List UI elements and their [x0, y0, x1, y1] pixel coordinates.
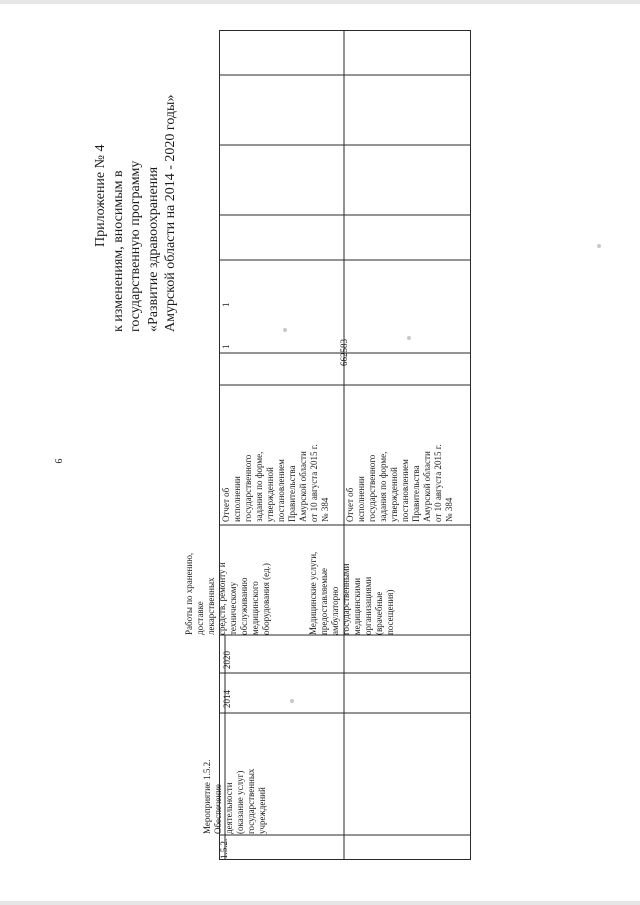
report-2-line-1: Отчет об	[345, 487, 355, 522]
service-1-line-2: доставке	[195, 601, 205, 635]
service-2-line-3: амбулаторно	[330, 586, 340, 635]
value-2a-cell	[339, 326, 351, 366]
measure-line-1: Мероприятие 1.5.2.	[202, 759, 212, 834]
appendix-line-5: Амурской области на 2014 - 2020 годы»	[163, 94, 179, 332]
report-1-line-4: задания по форме,	[254, 451, 264, 522]
report-2-line-8: Амурской области	[422, 451, 432, 522]
year-start-text: 2014	[222, 690, 232, 708]
report-1-cell	[221, 392, 335, 522]
scan-edge-top	[0, 0, 640, 4]
scan-speck	[283, 328, 287, 332]
report-2-line-6: постановлением	[400, 459, 410, 522]
measure-line-3: деятельности	[224, 782, 234, 834]
measure-line-4: (оказание услуг)	[235, 770, 245, 834]
report-1-line-6: постановлением	[276, 459, 286, 522]
program-table	[184, 30, 471, 860]
report-2-line-4: задания по форме,	[378, 451, 388, 522]
scan-speck	[597, 244, 601, 248]
service-2-cell	[308, 525, 400, 635]
report-2-line-2: исполнении	[356, 476, 366, 522]
service-1-line-4: средств, ремонту и	[217, 562, 227, 635]
appendix-line-1: Приложение № 4	[93, 144, 108, 247]
value-1a-text: 1	[221, 344, 231, 349]
service-1-line-1: Работы по хранению,	[184, 552, 194, 635]
service-1-line-7: медицинского	[250, 581, 260, 635]
report-1-line-2: исполнении	[232, 476, 242, 522]
page-number: 9	[52, 458, 63, 464]
scan-edge-bottom	[0, 901, 640, 905]
report-1-line-9: от 10 августа 2015 г.	[309, 444, 319, 522]
service-2-line-4: государственными	[341, 563, 351, 635]
report-2-line-10: № 384	[444, 497, 454, 522]
appendix-header	[92, 32, 192, 332]
service-2-line-7: (врачебные	[374, 591, 384, 635]
report-1-line-1: Отчет об	[221, 487, 231, 522]
report-1-line-3: государственного	[243, 454, 253, 522]
report-1-line-7: Правительства	[287, 465, 297, 522]
appendix-text	[92, 32, 192, 332]
report-1-line-8: Амурской области	[298, 451, 308, 522]
measure-line-5: государственных	[246, 768, 256, 834]
service-1-line-3: лекарственных	[206, 577, 216, 635]
year-end-cell	[222, 639, 234, 669]
service-1-line-8: оборудования (ед.)	[261, 563, 271, 635]
value-1b-cell	[221, 291, 233, 307]
report-2-line-3: государственного	[367, 454, 377, 522]
service-2-line-8: посещения)	[385, 589, 395, 635]
scan-speck	[290, 699, 294, 703]
service-2-line-2: предоставляемые	[319, 567, 329, 635]
report-2-line-5: утвержденной	[389, 467, 399, 522]
report-1-line-5: утвержденной	[265, 467, 275, 522]
service-2-line-5: медицинскими	[352, 577, 362, 635]
appendix-line-4: «Развитие здравоохранения	[145, 166, 161, 332]
appendix-line-2: к изменениям, вносимым в	[110, 170, 126, 332]
measure-line-2: Обеспечение	[213, 784, 223, 834]
report-1-line-10: № 384	[320, 497, 330, 522]
measure-line-6: учреждений	[257, 787, 267, 834]
report-2-line-7: Правительства	[411, 465, 421, 522]
code-text: 1.5.2.	[219, 838, 229, 859]
service-1-line-6: обслуживанию	[239, 577, 249, 635]
report-2-cell	[345, 392, 459, 522]
value-1a-cell	[221, 333, 233, 349]
appendix-line-3: государственную программу	[128, 160, 144, 332]
scan-speck	[407, 336, 411, 340]
year-end-text: 2020	[222, 651, 232, 669]
value-1b-text: 1	[221, 302, 231, 307]
service-1-line-5: техническому	[228, 581, 238, 635]
value-2a-text: 662583	[339, 339, 349, 366]
year-start-cell	[222, 678, 234, 708]
measure-cell	[202, 714, 272, 834]
service-2-line-1: Медицинские услуги,	[308, 551, 318, 635]
report-2-line-9: от 10 августа 2015 г.	[433, 444, 443, 522]
service-2-line-6: организациями	[363, 576, 373, 635]
service-1-cell	[184, 525, 276, 635]
